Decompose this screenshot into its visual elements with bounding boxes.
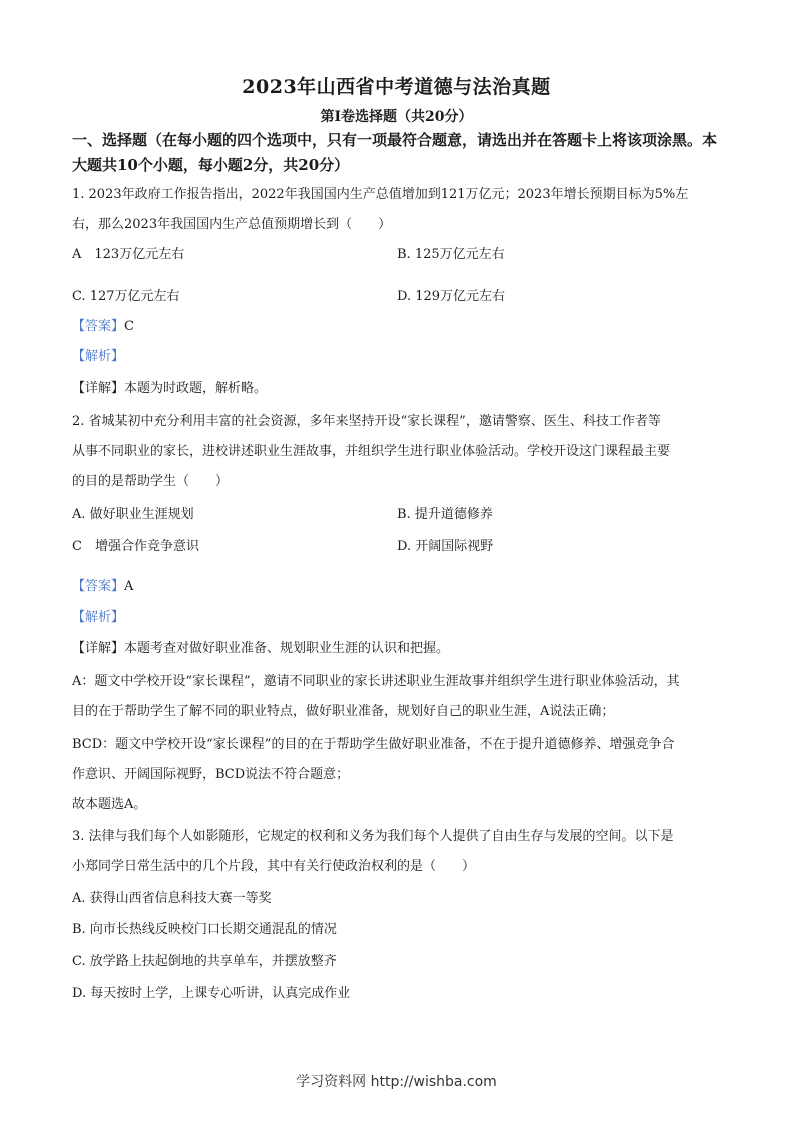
q2-stem-line-2: 从事不同职业的家长，进校讲述职业生涯故事，并组织学生进行职业体验活动。学校开设这门课程最主要 [72, 444, 671, 459]
q1-analysis-tag: 【解析】 [72, 349, 125, 364]
q3-option-c: C. 放学路上扶起倒地的共享单车，并摆放整齐 [72, 954, 337, 969]
q2-option-d: D. 开阔国际视野 [397, 539, 494, 554]
q1-option-b: B. 125万亿元左右 [397, 247, 505, 262]
q2-option-b: B. 提升道德修养 [397, 507, 493, 522]
q3-option-b: B. 向市长热线反映校门口长期交通混乱的情况 [72, 922, 337, 937]
q2-option-c: C 增强合作竞争意识 [72, 539, 199, 554]
q3-option-d: D. 每天按时上学，上课专心听讲，认真完成作业 [72, 986, 351, 1001]
q2-explanation-line-3: BCD：题文中学校开设“家长课程”的目的在于帮助学生做好职业准备，不在于提升道德修养、增强竞争合 [72, 737, 675, 752]
q1-stem-line-2: 右，那么2023年我国国内生产总值预期增长到（ ） [72, 217, 392, 232]
detail-text: 本题考查对做好职业准备、规划职业生涯的认识和把握。 [124, 641, 450, 656]
q2-stem-line-1: 2. 省城某初中充分利用丰富的社会资源，多年来坚持开设“家长课程”，邀请警察、医生、科技工作者等 [72, 414, 661, 429]
page-subtitle: 第Ⅰ卷选择题（共20分） [320, 109, 473, 125]
q3-option-a: A. 获得山西省信息科技大赛一等奖 [72, 891, 272, 906]
q2-analysis-tag: 【解析】 [72, 610, 125, 625]
detail-text: 本题为时政题，解析略。 [124, 381, 268, 396]
q1-detail [72, 380, 722, 398]
q1-option-d: D. 129万亿元左右 [397, 289, 506, 304]
q2-explanation-line-1: A：题文中学校开设“家长课程”，邀请不同职业的家长讲述职业生涯故事并组织学生进行职业体验活动，其 [72, 674, 680, 689]
q1-option-a: A 123万亿元左右 [72, 247, 185, 262]
q3-stem-line-1: 3. 法律与我们每个人如影随形，它规定的权利和义务为我们每个人提供了自由生存与发展的空间。以下是 [72, 829, 674, 844]
q2-explanation-line-2: 目的在于帮助学生了解不同的职业特点，做好职业准备，规划好自己的职业生涯，A说法正确； [72, 704, 615, 719]
q2-option-a: A. 做好职业生涯规划 [72, 507, 194, 522]
q2-detail [72, 640, 722, 658]
watermark-footer: 学习资料网 http://wishba.com [296, 1074, 497, 1090]
page-title: 2023年山西省中考道德与法治真题 [242, 76, 551, 98]
section-heading: 一、选择题（在每小题的四个选项中，只有一项最符合题意，请选出并在答题卡上将该项涂黑。本大题共10个小题，每小题2分，共20分） [72, 131, 718, 174]
answer-value: C [124, 319, 134, 334]
answer-value: A [124, 579, 134, 594]
q2-conclusion: 故本题选A。 [72, 797, 147, 812]
q1-answer [72, 318, 722, 336]
q2-explanation-line-4: 作意识、开阔国际视野，BCD说法不符合题意； [72, 767, 350, 782]
q2-stem-line-3: 的目的是帮助学生（ ） [72, 474, 229, 489]
q2-answer [72, 578, 722, 596]
answer-tag: 【答案】 [72, 579, 125, 594]
detail-tag: 【详解】 [72, 381, 125, 396]
q1-option-c: C. 127万亿元左右 [72, 289, 180, 304]
q3-stem-line-2: 小郑同学日常生活中的几个片段，其中有关行使政治权利的是（ ） [72, 859, 476, 874]
detail-tag: 【详解】 [72, 641, 125, 656]
answer-tag: 【答案】 [72, 319, 125, 334]
q1-stem-line-1: 1. 2023年政府工作报告指出，2022年我国国内生产总值增加到121万亿元；2023年增长预期目标为5%左 [72, 187, 689, 202]
